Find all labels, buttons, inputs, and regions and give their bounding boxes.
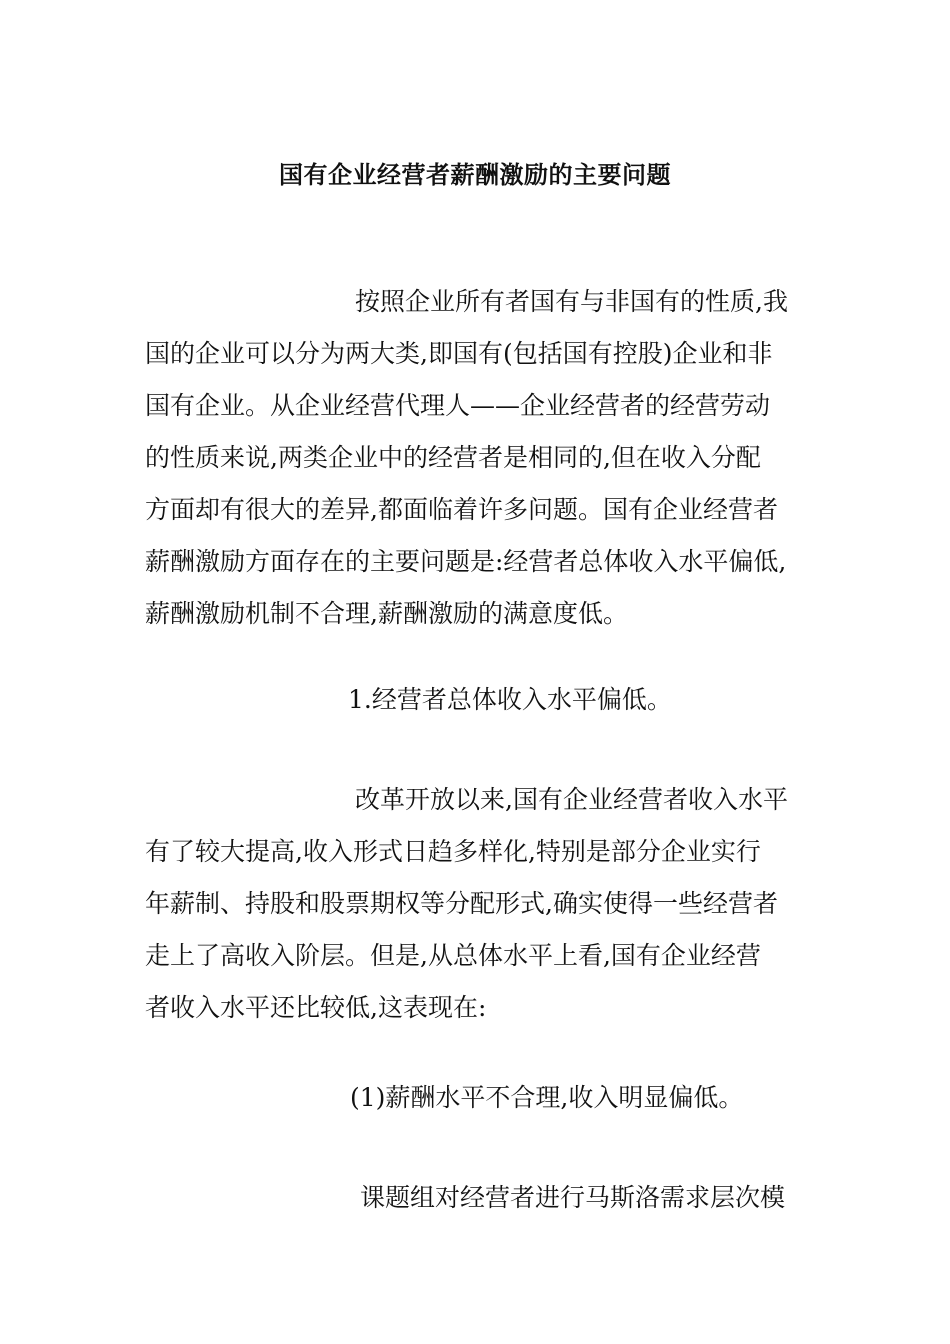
paragraph-1-line-2: 国的企业可以分为两大类,即国有(包括国有控股)企业和非: [145, 339, 773, 368]
section-heading-2: (1)薪酬水平不合理,收入明显偏低。: [350, 1083, 744, 1112]
document-title: 国有企业经营者薪酬激励的主要问题: [279, 160, 671, 189]
paragraph-2-line-4: 走上了高收入阶层。但是,从总体水平上看,国有企业经营: [145, 941, 761, 970]
paragraph-1-line-7: 薪酬激励机制不合理,薪酬激励的满意度低。: [145, 599, 628, 628]
paragraph-1-line-1: 按照企业所有者国有与非国有的性质,我: [355, 287, 788, 316]
paragraph-1-line-3: 国有企业。从企业经营代理人——企业经营者的经营劳动: [145, 391, 771, 420]
paragraph-1-line-6: 薪酬激励方面存在的主要问题是:经营者总体收入水平偏低,: [145, 547, 787, 576]
paragraph-1-line-4: 的性质来说,两类企业中的经营者是相同的,但在收入分配: [145, 443, 761, 472]
paragraph-2-line-5: 者收入水平还比较低,这表现在:: [145, 993, 487, 1022]
paragraph-3: [145, 1172, 815, 1224]
paragraph-2-line-3: 年薪制、持股和股票期权等分配形式,确实使得一些经营者: [145, 889, 778, 918]
paragraph-3-line-1: 课题组对经营者进行马斯洛需求层次模: [360, 1183, 786, 1212]
paragraph-1: [145, 276, 815, 640]
paragraph-2-line-2: 有了较大提高,收入形式日趋多样化,特别是部分企业实行: [145, 837, 761, 866]
paragraph-2-line-1: 改革开放以来,国有企业经营者收入水平: [355, 785, 788, 814]
section-heading-1: 1.经营者总体收入水平偏低。: [348, 685, 672, 714]
paragraph-2: [145, 774, 815, 1034]
paragraph-1-line-5: 方面却有很大的差异,都面临着许多问题。国有企业经营者: [145, 495, 778, 524]
